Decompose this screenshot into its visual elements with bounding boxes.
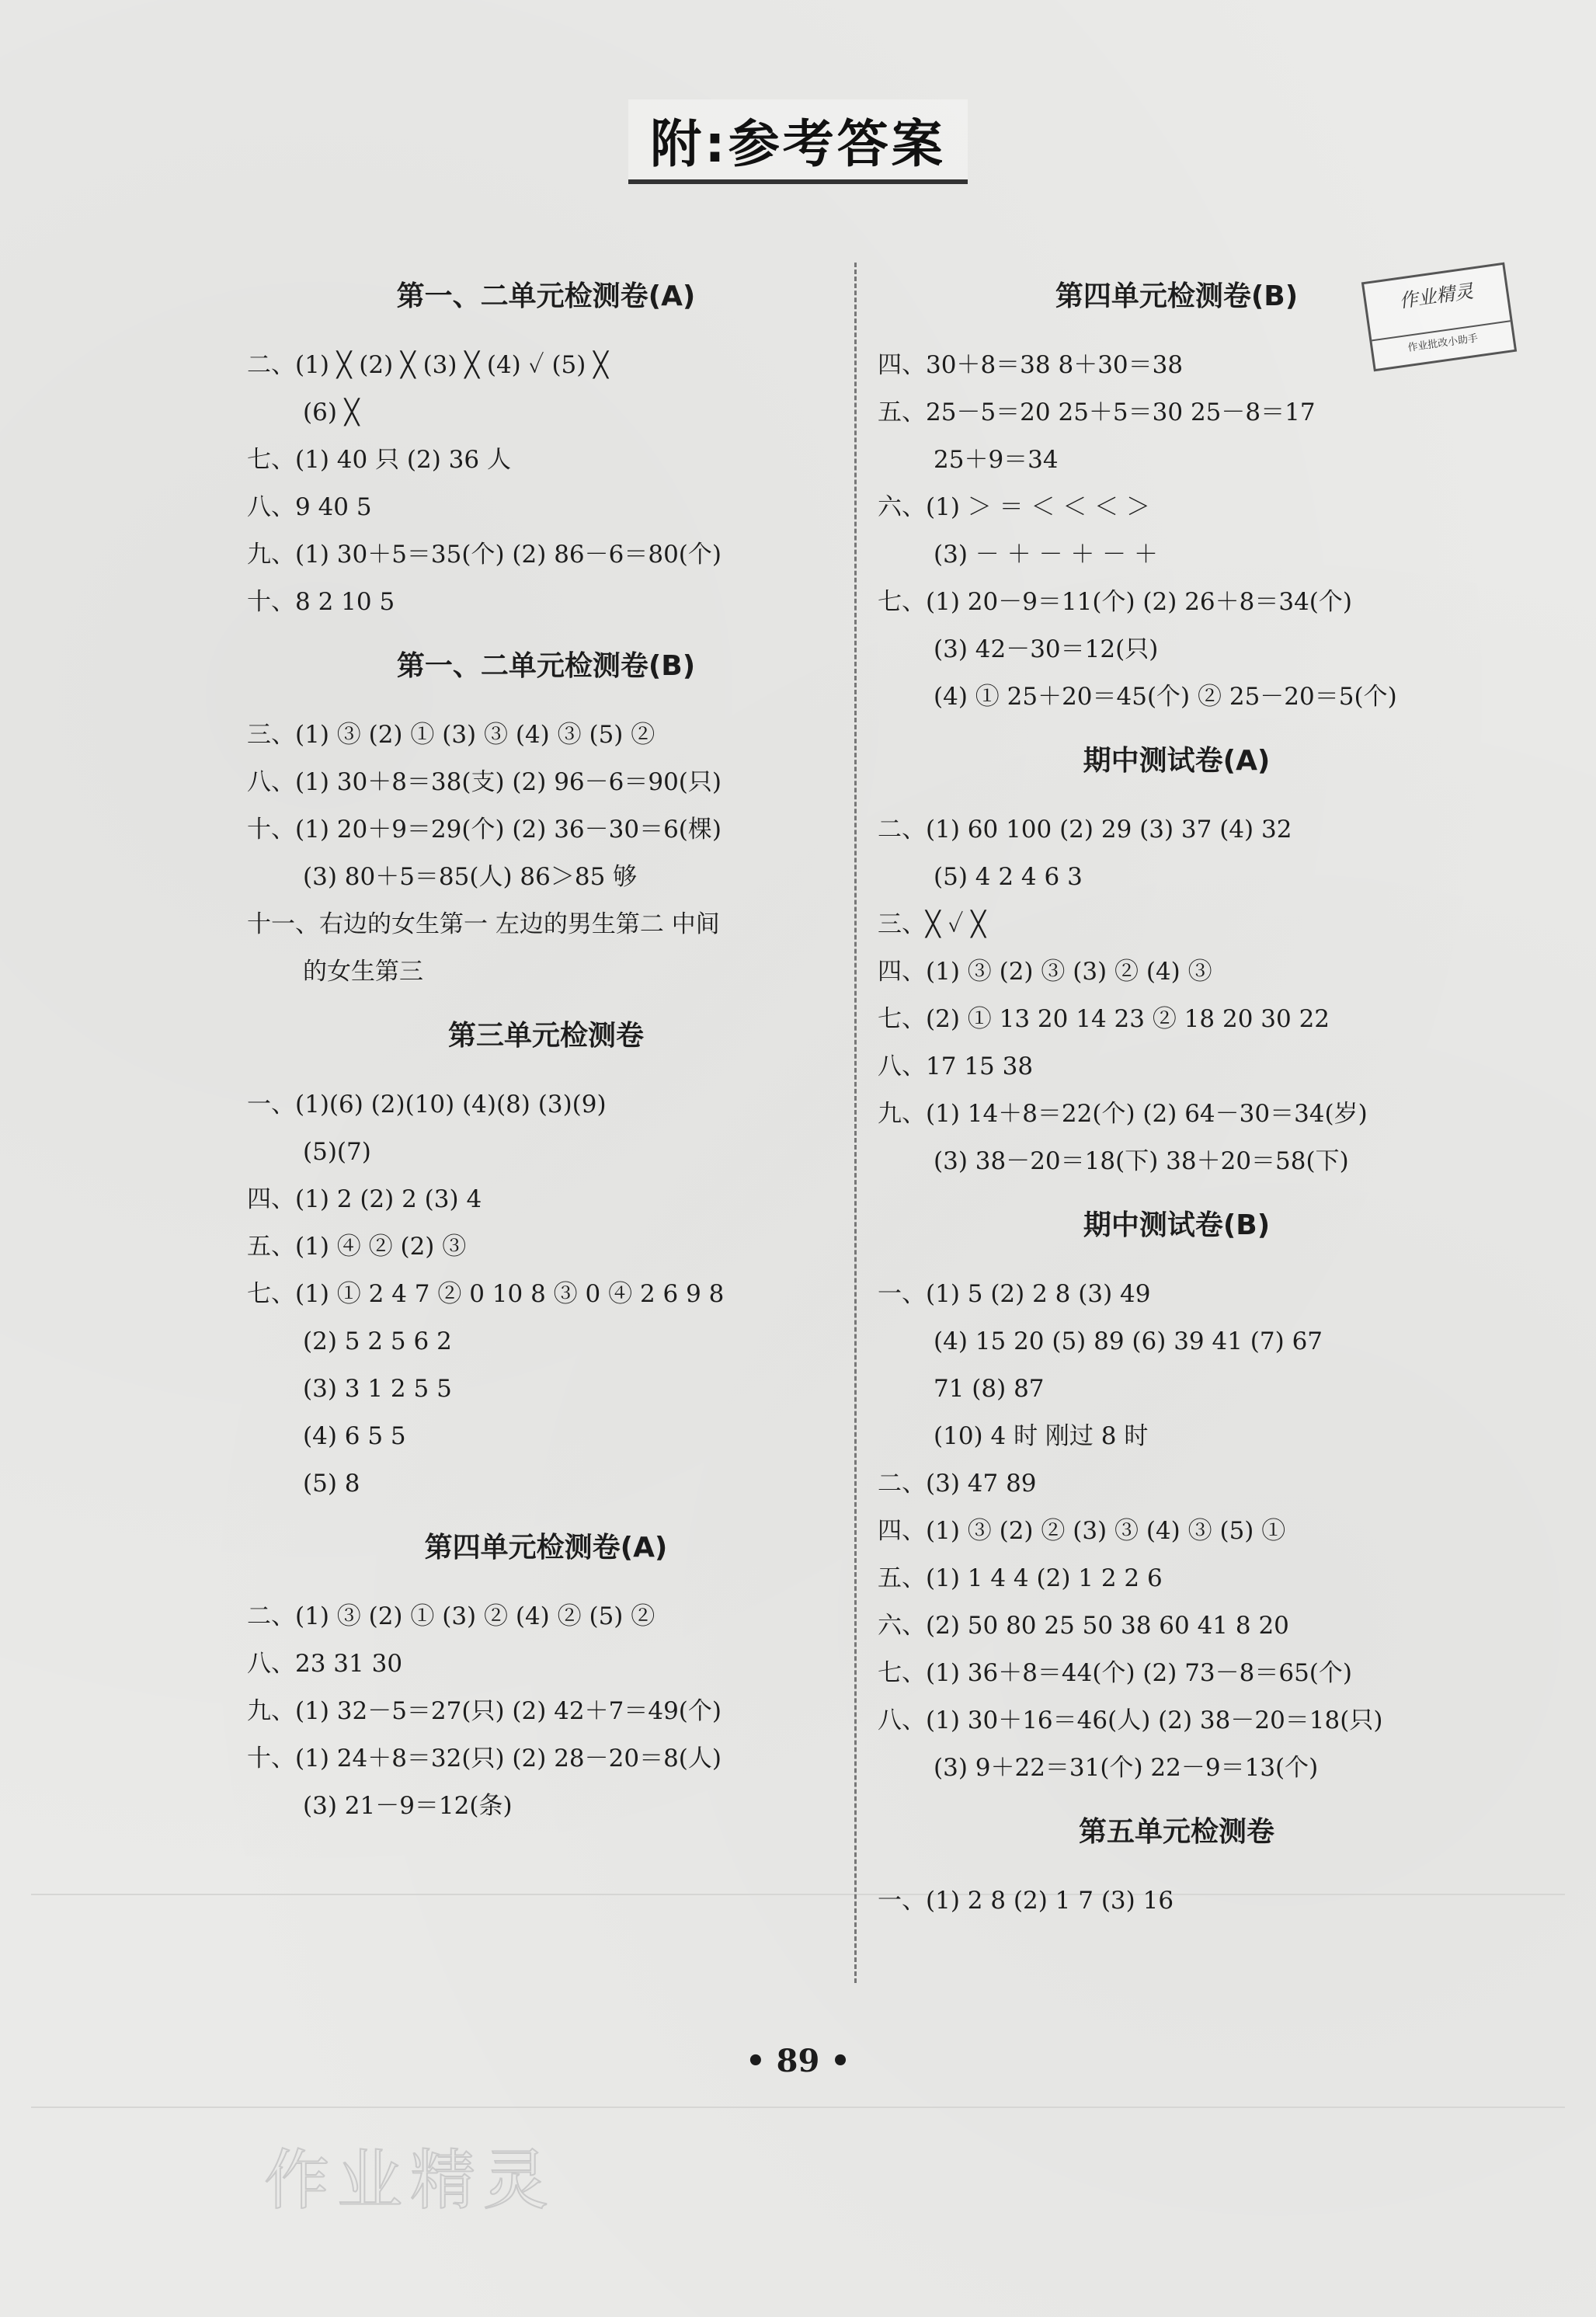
answer-line: (3) － ＋ － ＋ － ＋ [934,541,1159,569]
answer-line: 四、30＋8＝38 8＋30＝38 [878,351,1184,379]
answer-line: 二、(1) 60 100 (2) 29 (3) 37 (4) 32 [878,816,1292,844]
answer-section [247,1013,845,1508]
page-title: 附:参考答案 [628,99,967,184]
answer-section [878,1202,1476,1792]
answer-line: 二、(1) ③ (2) ① (3) ② (4) ② (5) ② [247,1602,655,1630]
section-title: 第四单元检测卷(B) [1055,280,1299,312]
answer-line: (4) 15 20 (5) 89 (6) 39 41 (7) 67 [934,1327,1323,1355]
answer-line: 七、(1) 20－9＝11(个) (2) 26＋8＝34(个) [878,588,1352,616]
column-divider [854,263,857,1983]
answer-section [878,738,1476,1185]
section-title: 第三单元检测卷 [447,1020,644,1052]
title-area [0,99,1596,184]
answer-line: 71 (8) 87 [934,1375,1045,1403]
answer-line: 七、(1) 36＋8＝44(个) (2) 73－8＝65(个) [878,1659,1352,1687]
answer-line: (3) 21－9＝12(条) [303,1792,513,1820]
answer-line: 四、(1) ③ (2) ③ (3) ② (4) ③ [878,958,1212,986]
answer-line: 十一、右边的女生第一 左边的男生第二 中间 [247,910,720,938]
answer-line: 九、(1) 32－5＝27(只) (2) 42＋7＝49(个) [247,1697,722,1725]
answer-section [878,273,1476,721]
answer-line: 六、(1) ＞ ＝ ＜ ＜ ＜ ＞ [878,493,1151,521]
answer-line: 八、(1) 30＋8＝38(支) (2) 96－6＝90(只) [247,768,722,796]
answer-section [247,643,845,996]
answer-line: (5) 8 [303,1470,360,1498]
answer-line: 六、(2) 50 80 25 50 38 60 41 8 20 [878,1612,1289,1640]
answer-line: (5)(7) [303,1138,371,1166]
answer-line: (3) 80＋5＝85(人) 86＞85 够 [303,863,638,891]
answer-line: 一、(1) 5 (2) 2 8 (3) 49 [878,1280,1151,1308]
answer-line: 八、(1) 30＋16＝46(人) (2) 38－20＝18(只) [878,1706,1383,1734]
answer-line: (3) 38－20＝18(下) 38＋20＝58(下) [934,1147,1349,1175]
answer-line: 五、25－5＝20 25＋5＝30 25－8＝17 [878,398,1316,426]
answer-line: 七、(2) ① 13 20 14 23 ② 18 20 30 22 [878,1005,1330,1033]
left-column [247,264,845,1830]
section-title: 第五单元检测卷 [1078,1816,1274,1848]
answer-line: (2) 5 2 5 6 2 [303,1327,452,1355]
answer-line: 一、(1)(6) (2)(10) (4)(8) (3)(9) [247,1091,607,1118]
answer-line: 五、(1) 1 4 4 (2) 1 2 2 6 [878,1564,1163,1592]
answer-line: 二、(3) 47 89 [878,1470,1037,1498]
answer-line: (4) ① 25＋20＝45(个) ② 25－20＝5(个) [934,683,1397,711]
answer-line: 八、23 31 30 [247,1650,403,1678]
answer-section [247,1525,845,1830]
watermark: 作业精灵 [264,2142,557,2218]
answer-line: 九、(1) 14＋8＝22(个) (2) 64－30＝34(岁) [878,1100,1368,1128]
answer-line: 十、8 2 10 5 [247,588,395,616]
answer-line: (3) 9＋22＝31(个) 22－9＝13(个) [934,1754,1319,1782]
section-title: 第四单元检测卷(A) [424,1532,668,1564]
answer-section [878,1809,1476,1925]
answer-line: 五、(1) ④ ② (2) ③ [247,1233,467,1261]
answer-line: 十、(1) 20＋9＝29(个) (2) 36－30＝6(棵) [247,816,722,844]
stamp-text: 作业精灵 [1397,280,1475,312]
answer-line: 三、╳ ✓ ╳ [878,910,986,938]
answer-line: 八、9 40 5 [247,493,372,521]
answer-line: (6) ╳ [303,398,360,426]
section-title: 期中测试卷(B) [1083,1209,1271,1241]
answer-line: 一、(1) 2 8 (2) 1 7 (3) 16 [878,1887,1174,1915]
answer-line: (3) 3 1 2 5 5 [303,1375,452,1403]
section-title: 第一、二单元检测卷(B) [396,650,696,682]
answer-line: 十、(1) 24＋8＝32(只) (2) 28－20＝8(人) [247,1745,722,1773]
divider-line [31,2107,1565,2108]
right-column [878,264,1476,1925]
answer-line: 的女生第三 [303,958,423,986]
answer-section [247,273,845,626]
answer-line: 二、(1) ╳ (2) ╳ (3) ╳ (4) ✓ (5) ╳ [247,351,608,379]
answer-line: (5) 4 2 4 6 3 [934,863,1083,891]
answer-line: 七、(1) ① 2 4 7 ② 0 10 8 ③ 0 ④ 2 6 9 8 [247,1280,725,1308]
answer-line: 七、(1) 40 只 (2) 36 人 [247,446,511,474]
answer-line: 八、17 15 38 [878,1052,1034,1080]
answer-line: 四、(1) ③ (2) ② (3) ③ (4) ③ (5) ① [878,1517,1286,1545]
answer-line: (4) 6 5 5 [303,1422,406,1450]
answer-line: 九、(1) 30＋5＝35(个) (2) 86－6＝80(个) [247,541,722,569]
answer-line: (10) 4 时 刚过 8 时 [934,1422,1149,1450]
section-title: 期中测试卷(A) [1083,745,1271,777]
answer-line: 三、(1) ③ (2) ① (3) ③ (4) ③ (5) ② [247,721,655,749]
answer-line: 25＋9＝34 [934,446,1059,474]
page-number: • 89 • [746,2043,850,2079]
section-title: 第一、二单元检测卷(A) [396,280,696,312]
answer-line: 四、(1) 2 (2) 2 (3) 4 [247,1185,482,1213]
stamp-subtext: 作业批改小助手 [1372,320,1513,359]
answer-line: (3) 42－30＝12(只) [934,635,1159,663]
